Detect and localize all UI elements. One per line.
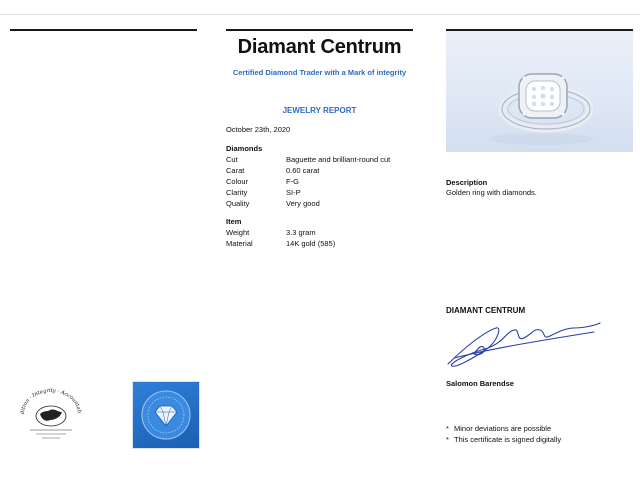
row-label: Weight [226,228,250,237]
item-heading: Item [226,217,242,226]
row-value: 14K gold (585) [286,239,336,248]
report-title: JEWELRY REPORT [282,106,357,115]
note-text: This certificate is signed digitally [454,435,562,444]
tradition-integrity-seal [16,384,86,442]
row-value: Very good [286,199,320,208]
page-top-border [0,14,640,15]
row-value: 0.60 carat [286,166,320,175]
diamond-federation-seal [132,381,200,449]
brand-title: Diamant Centrum [237,36,402,58]
row-label: Cut [226,155,238,164]
note-signed-digitally [446,435,561,444]
description-heading: Description [446,178,488,187]
row-value: F-G [286,177,299,186]
diamond-icon [133,382,199,448]
row-value: SI-P [286,188,301,197]
row-label: Carat [226,166,245,175]
bullet-asterisk: * [446,424,449,433]
signature-company: DIAMANT CENTRUM [446,306,526,315]
ring-photo [446,31,633,152]
middle-column-rule [226,29,413,31]
row-value: Baguette and brilliant-round cut [286,155,391,164]
row-label: Quality [226,199,250,208]
note-minor-deviations [446,424,551,433]
handwritten-signature [444,318,604,376]
row-value: 3.3 gram [286,228,316,237]
row-label: Colour [226,177,249,186]
svg-text:Tradition · Integrity · Accoun: dition · Integrity · Accountab [19,387,83,415]
diamonds-heading: Diamonds [226,144,263,153]
row-label: Clarity [226,188,248,197]
description-text: Golden ring with diamonds. [446,188,537,197]
signer-name: Salomon Barendse [446,379,514,388]
brand-tagline: Certified Diamond Trader with a Mark of integrity [232,68,407,77]
note-text: Minor deviations are possible [454,424,552,433]
ring-illustration [446,31,633,152]
row-label: Material [226,239,253,248]
report-date: October 23th, 2020 [226,125,291,134]
left-column-rule [10,29,197,31]
bullet-asterisk: * [446,435,449,444]
